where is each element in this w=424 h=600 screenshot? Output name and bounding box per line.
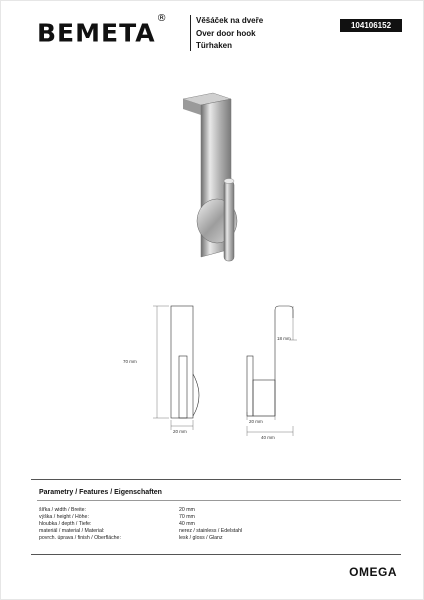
side-depth-label: 40 mm bbox=[261, 435, 275, 440]
parameter-value: 20 mm bbox=[179, 507, 195, 513]
title-en: Over door hook bbox=[196, 28, 256, 38]
product-titles bbox=[196, 15, 263, 53]
parameter-label: výška / height / Höhe: bbox=[39, 514, 89, 521]
parameter-label: materiál / material / Material: bbox=[39, 528, 105, 535]
footer-divider bbox=[31, 554, 401, 555]
parameter-label: povrch. úprava / finish / Oberfläche: bbox=[39, 535, 121, 542]
parameter-row bbox=[39, 528, 242, 535]
side-width-label: 20 mm bbox=[249, 419, 263, 424]
front-width-label: 20 mm bbox=[173, 429, 187, 434]
header-divider bbox=[190, 15, 191, 51]
parameters-table bbox=[39, 507, 242, 542]
parameter-row bbox=[39, 514, 242, 521]
title-de: Türhaken bbox=[196, 41, 233, 50]
side-top-label: 18 mm bbox=[277, 336, 291, 341]
registered-mark: ® bbox=[156, 13, 168, 24]
parameter-row bbox=[39, 507, 242, 514]
title-cz: Věšáček na dveře bbox=[196, 16, 264, 25]
product-code: 104106152 bbox=[340, 19, 402, 32]
parameter-row bbox=[39, 535, 242, 542]
section-divider bbox=[31, 479, 401, 480]
brand-name: BEMETA bbox=[37, 18, 156, 48]
brand-logo bbox=[37, 15, 168, 48]
product-photo bbox=[161, 91, 271, 291]
front-height-dimension bbox=[153, 306, 169, 418]
parameter-row bbox=[39, 521, 242, 528]
parameter-value: lesk / gloss / Glanz bbox=[179, 535, 223, 542]
parameter-value: nerez / stainless / Edelstahl bbox=[179, 528, 243, 535]
front-height-label: 70 mm bbox=[123, 359, 137, 364]
parameters-title: Parametry / Features / Eigenschaften bbox=[39, 489, 162, 496]
parameter-label: šířka / width / Breite: bbox=[39, 507, 86, 513]
parameter-label: hloubka / depth / Tiefe: bbox=[39, 521, 92, 528]
series-name: OMEGA bbox=[349, 565, 397, 579]
technical-drawing bbox=[101, 296, 341, 446]
parameters-divider bbox=[37, 500, 401, 501]
side-top-dimension bbox=[289, 306, 297, 340]
side-view bbox=[247, 306, 293, 416]
parameter-value: 70 mm bbox=[179, 514, 195, 521]
parameter-value: 40 mm bbox=[179, 521, 195, 528]
front-view bbox=[171, 306, 199, 418]
